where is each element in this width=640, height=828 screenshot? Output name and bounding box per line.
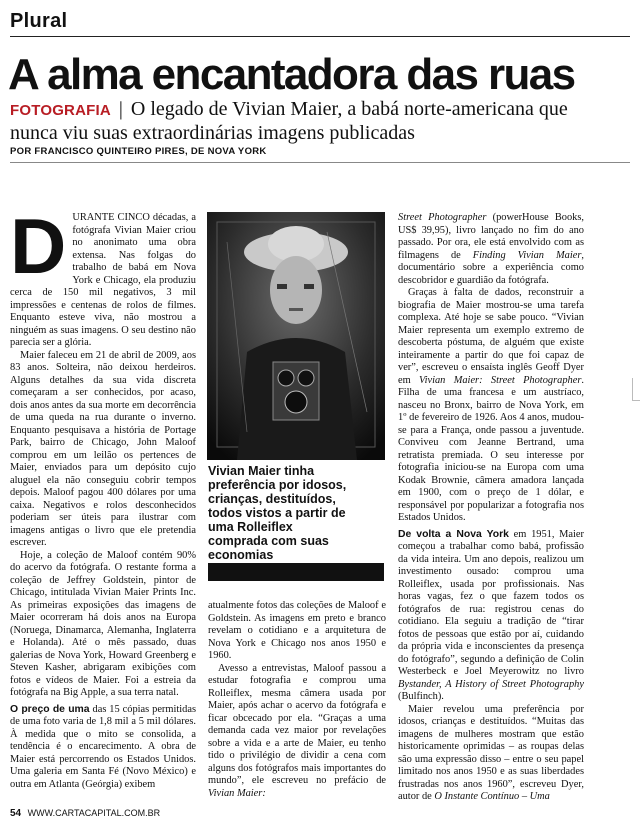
footer-site: WWW.CARTACAPITAL.COM.BR [27,808,161,818]
col3-paragraph-3 [398,529,584,704]
col3-book-title-3: Bystander, A History of Street Photography [398,678,584,690]
col1-paragraph-3: Hoje, a coleção de Maloof contém 90% do acervo da fotógrafa. O restante forma a coleção de Jeffrey Goldstein, pintor de Chicago, intitulada Vivian Maier Prints Inc. As primeiras exposições das imagens de Maier ocorreram há dois anos na Europa (Noruega, Dinamarca, Alemanha, Inglaterra e Holanda). Até o mês passado, duas galerias de Nova York, Howard Greenberg e Steven Kasher, abrigaram exibições com fotos e vídeos de Maier. Foi a estreia da fotógrafa na Big Apple, a sua terra natal. [10,549,196,698]
deck-tag: FOTOGRAFIA [10,102,111,119]
col3-book-title-4: O Instante Contínuo – Uma [434,791,550,802]
col1-paragraph-2: Maier faleceu em 21 de abril de 2009, aos 83 anos. Solteira, não deixou herdeiros. Alguns detalhes da sua vida discreta começaram a ser conhecidos, por acaso, dois anos antes da sua morte em decorrência de uma queda na rua durante o inverno. Enquanto pesquisava a história de Portage Park, bairro de Chicago, John Maloof comprou em um leilão os pertences de Maier, enviados para um depósito cujo aluguel ela não conseguiu cobrir tempos depois. Maloof pagou 400 dólares por uma caixa. Negativos e rolos desconhecidos poderiam ser úteis para ilustrar com imagens antigas o livro que ele pretendia escrever. [10,349,196,548]
col3-paragraph-4-text: Maier revelou uma preferência por idosos, crianças e destituídos. “Muitas das imagens de mulheres mostram que estão historicamente oprimidas – as roupas delas são uma expressão disso – entre o seu papel limitado nos anos 1950 e as suas liberdades frustradas nos anos 1960”, escreveu Dyer, autor de [398,703,584,802]
page-number: 54 [10,808,22,819]
page-footer [10,808,160,819]
col2-paragraph-1: atualmente fotos das coleções de Maloof e Goldstein. As imagens em preto e branco revelam o cotidiano e a arquitetura de Nova York e Chicago nos anos 1950 e 1960. [208,600,386,661]
col3-paragraph-1 [398,212,584,287]
col3-paragraph-2-end: . Filha de uma francesa e um austríaco, nasceu no Bronx, bairro de Nova York, em 1º de fevereiro de 1926. Aos 4 anos, mudou-se para a França, onde passou a juventude. Conviveu com Jeanne Bertrand, uma retratista premiada. O seu interesse por fotografia iniciou-se na Europa com uma Kodak Brownie, câmera amadora lançada em 1900, com o preço de 1 dólar, e responsável por popularizar a fotografia nos Estados Unidos. [398,374,584,523]
column-1 [10,202,196,791]
col3-paragraph-4 [398,704,584,804]
col3-paragraph-1-end: , documentário sobre a experiência como descobridor e guardião da fotógrafa. [398,249,584,286]
col3-paragraph-1-text: (powerHouse Books, US$ 39,95), livro lançado no fim do ano passado. Por ora, ele está envolvido com as filmagens de [398,212,584,261]
col2-book-title: Vivian Maier: [208,787,266,799]
redaction-bar [208,563,384,581]
col1-subhead: O preço de uma [10,703,90,715]
col3-book-title-2: Vivian Maier: Street Photographer [419,374,582,386]
col1-paragraph-4-text: das 15 cópias permitidas de uma foto varia de 1,8 mil a 5 mil dólares. À medida que o mito se consolida, a tendência é o encarecimento. A obra de Maier está percorrendo os Estados Unidos. Uma galeria em Santa Fé (Novo México) e outra em Atlanta (Geórgia) exibem [10,703,196,790]
col3-book-title: Street Photographer [398,212,487,223]
portrait-illustration [207,212,385,460]
header-rule [10,162,630,163]
col3-film-title: Finding Vivian Maier [472,249,582,261]
col1-paragraph-4 [10,704,196,792]
photo-caption: Vivian Maier tinha preferência por idosos, crianças, destituídos, todos vistos a partir de uma Rolleiflex comprada com suas economias [208,464,347,562]
col3-paragraph-2 [398,287,584,525]
drop-cap: D [10,202,67,290]
deck: FOTOGRAFIA | O legado de Vivian Maier, a babá norte-americana que nunca viu suas extraordinárias imagens publicadas [10,98,568,144]
deck-text: O legado de Vivian Maier, a babá norte-americana que nunca viu suas extraordinárias imagens publicadas [10,98,568,144]
col3-subhead: De volta a Nova York [398,528,509,540]
col2-paragraph-2-text: Avesso a entrevistas, Maloof passou a estudar fotografia e comprou uma Rolleiflex, mesma câmera usada por Maier, após achar o acervo da fotógrafa e ficar obcecado por ela. “Graças a uma demanda cada vez maior por revelações sobre a vida e a arte de Maier, eu tenho tido o privilégio de dividir a cena com alguns dos fotógrafos mais importantes do mundo”, ele escreveu no prefácio de [208,662,386,786]
headline: A alma encantadora das ruas [8,50,575,99]
column-3 [398,212,584,804]
col3-paragraph-3-end: (Bulfinch). [398,691,444,702]
col3-paragraph-3-text: em 1951, Maier começou a trabalhar como babá, profissão da vida inteira. Um ano depois, realizou um investimento ousado: comprou uma Rolleiflex, usada por profissionais. Nas horas vagas, fez o que fazem todos os fotógrafos de rua: registrou cenas do cotidiano. Ela seguiu a tradição de “tirar fotos de pessoas que estão por aí, cuidando da própria vida e inconscientes da presença do fotógrafo”, segundo a definição de Colin Westerbeck e Joel Meyerowitz no livro [398,528,584,677]
column-2 [208,600,386,800]
section-label: Plural [10,10,68,32]
crop-mark [632,378,640,401]
section-rule [10,36,630,37]
vivian-maier-photo [207,212,385,460]
col1-paragraph-1: URANTE CINCO décadas, a fotógrafa Vivian Maier criou no anonimato uma obra extensa. Nas folgas do trabalho de babá em Nova York e Chicago, ela produziu cerca de 150 mil negativos, 3 mil impressões e centenas de rolos de filmes. Enquanto esteve viva, não mostrou a ninguém as suas imagens. O seu destino não parecia ser a glória. [10,212,196,348]
byline: POR FRANCISCO QUINTEIRO PIRES, DE NOVA YORK [10,146,267,157]
col2-paragraph-2 [208,663,386,801]
col3-paragraph-2-text: Graças à falta de dados, reconstruir a biografia de Maier mostrou-se uma tarefa complexa. Até hoje se sabe pouco. “Vivian Maier representa um exemplo extremo de descoberta póstuma, de alguém que existe inteiramente a partir do que foi capaz de ver”, escreveu o ensaísta inglês Geoff Dyer em [398,287,584,386]
